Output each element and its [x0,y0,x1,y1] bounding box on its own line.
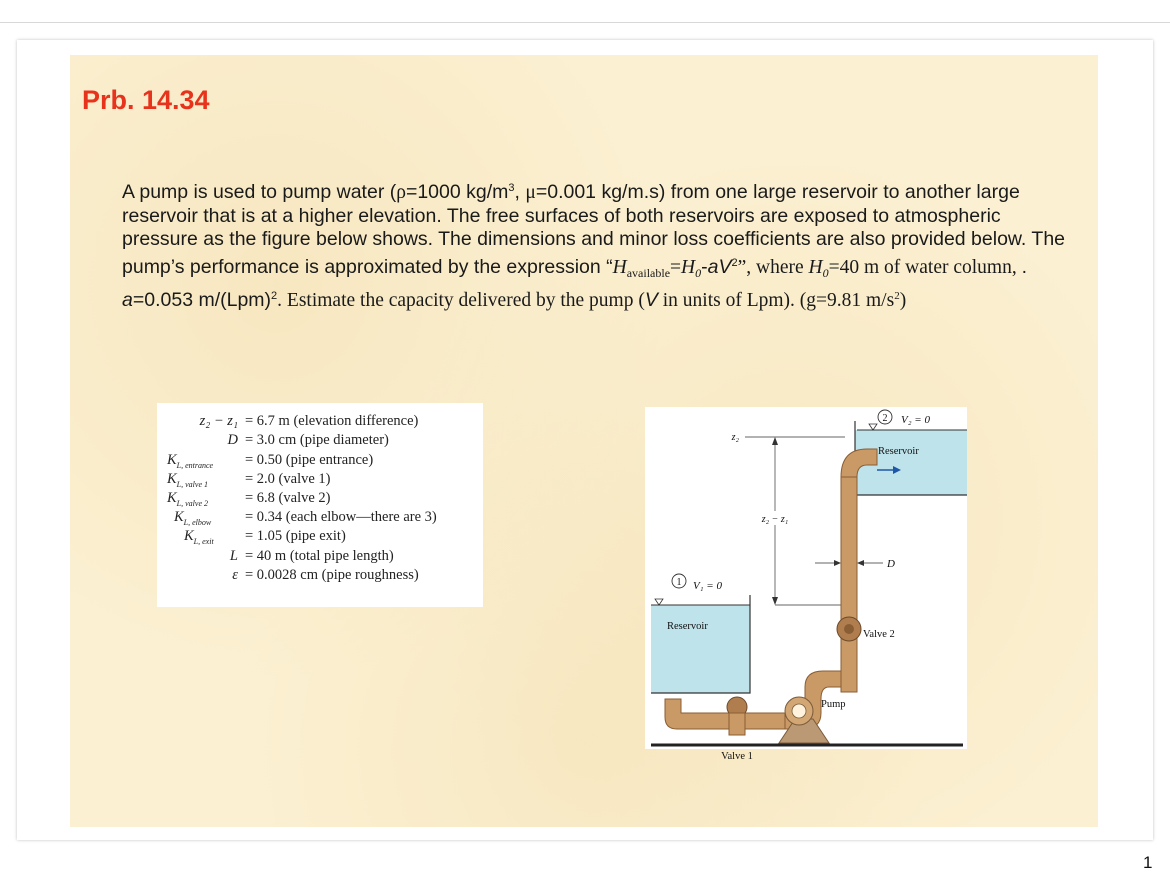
given-value-epsilon: = 0.0028 cm (pipe roughness) [245,567,419,583]
slide [70,55,1153,872]
dot-space: . [1021,255,1028,278]
problem-statement [122,177,1072,313]
left-reservoir-label: Reservoir [667,621,708,632]
diameter-arrow-right-head [857,560,864,566]
pipe-inlet-elbow [665,699,785,729]
given-symbol-k-valve2: $K_{L, valve 2}$ [167,490,208,508]
diameter-arrow-left-head [834,560,841,566]
window-top-bar [0,0,1170,23]
v-symbol: V [644,289,658,311]
given-symbol-dz: z₂ − z₁ [199,413,238,429]
point-2-label: 2 [882,413,888,424]
zero-subscript-2: 0 [822,265,829,280]
estimate-text: . Estimate the capacity delivered by the pump ( [277,290,645,311]
mu-symbol: μ [525,182,536,203]
given-value-k-valve2: = 6.8 (valve 2) [245,490,331,506]
v2-label: V₂ = 0 [901,414,930,426]
elevation-difference-label: z₂ − z₁ [761,514,789,525]
given-symbol-k-elbow: $K_{L, elbow}$ [174,509,212,527]
elevation-arrow-bottom [772,597,778,605]
given-value-dz: = 6.7 m (elevation difference) [245,413,419,429]
valve-1-body [729,713,745,735]
zero-subscript: 0 [695,265,702,280]
minus: - [701,255,708,278]
closing-paren: ) [899,290,907,311]
given-symbol-epsilon: ε [232,567,238,583]
h0-value: =40 m of water column, [828,256,1022,278]
water-level-marker-left [655,599,663,605]
water-level-marker-right [869,424,877,430]
z2-label: z₂ [731,432,739,443]
available-subscript: available [626,265,671,280]
pipe-riser [841,477,857,692]
square-superscript-2: 2 [271,290,278,302]
given-data-svg [157,403,483,607]
given-value-k-valve1: = 2.0 (valve 1) [245,471,331,487]
units-text: in units of Lpm). (g=9.81 m/s [657,290,895,311]
cube-superscript: 3 [508,182,515,194]
given-symbol-k-entrance: $K_{L, entrance}$ [167,452,214,470]
a-symbol: a [122,289,133,311]
problem-text-1: A pump is used to pump water ( [122,181,397,203]
h0-symbol: H [681,256,696,278]
elevation-arrow-top [772,437,778,445]
pump-system-svg [645,407,967,762]
av-term: aV [707,255,732,278]
close-quote: ”, where [737,256,809,278]
point-1-label: 1 [676,577,682,588]
rho-value: =1000 kg/m [405,181,509,203]
valve-2-hub [844,624,854,634]
slide-title: Prb. 14.34 [82,85,210,115]
pump-label: Pump [821,699,846,710]
a-value: =0.053 m/(Lpm) [132,289,272,311]
right-reservoir-label: Reservoir [878,446,919,457]
square-superscript-3: 2 [894,290,900,302]
rho-symbol: ρ [396,182,406,203]
equals: = [670,256,682,278]
pump-impeller [792,704,806,718]
separator: , [514,181,526,203]
given-symbol-d: D [227,432,238,448]
h-symbol: H [612,256,627,278]
v1-label: V₁ = 0 [693,580,722,592]
valve-1-label: Valve 1 [721,751,753,762]
diameter-label: D [887,558,895,570]
given-value-d: = 3.0 cm (pipe diameter) [245,432,389,448]
h0-symbol-2: H [808,256,823,278]
left-reservoir-water [651,605,750,693]
given-value-k-elbow: = 0.34 (each elbow—there are 3) [245,509,437,525]
given-data-table [157,403,483,607]
given-value-l: = 40 m (total pipe length) [245,548,394,564]
square-superscript: 2 [731,256,738,269]
given-value-k-entrance: = 0.50 (pipe entrance) [245,452,374,468]
given-symbol-l: L [229,548,238,564]
given-symbol-k-exit: $K_{L, exit}$ [184,528,214,546]
given-symbol-k-valve1: $K_{L, valve 1}$ [167,471,208,489]
problem-text-2: =0.001 kg/m.s) from one large reservoir to another large reservoir that is at a higher elevation. The free surfaces of both reservoirs are exposed to atmospheric pressure as the figure below shows. The dimensions and minor loss coefficients are also provided below. The pump’s performance is approximated by the expression “ [122,181,1066,278]
page-number: 1 [1143,853,1153,872]
given-value-k-exit: = 1.05 (pipe exit) [245,528,346,544]
valve-2-label: Valve 2 [863,629,895,640]
pump-system-figure [645,407,967,762]
